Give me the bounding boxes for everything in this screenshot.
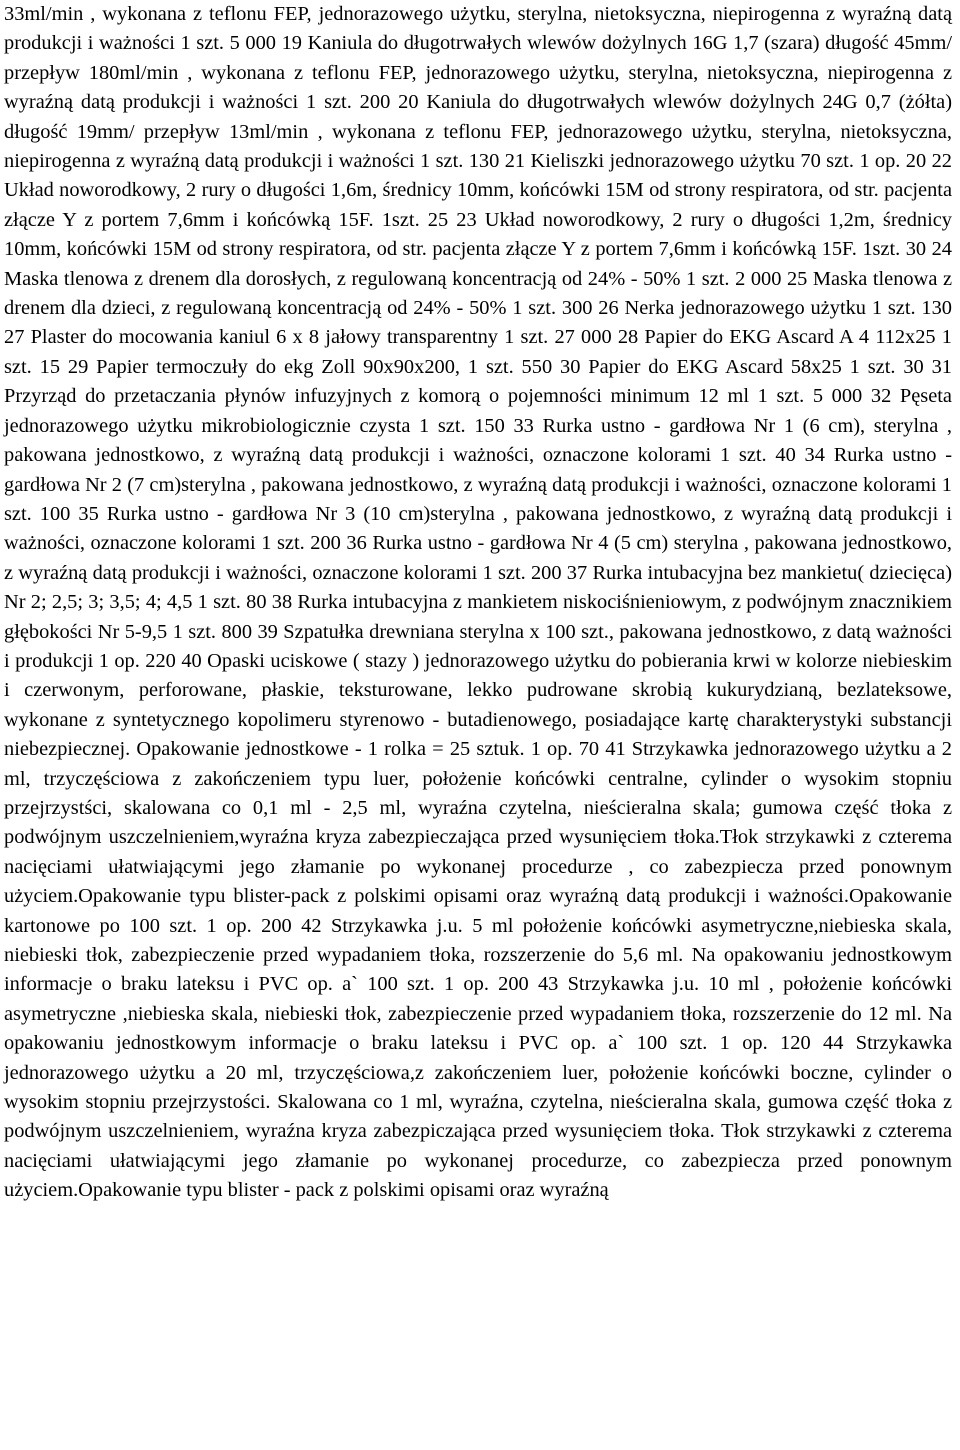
document-body-text: 33ml/min , wykonana z teflonu FEP, jednorazowego użytku, sterylna, nietoksyczna, niepirogenna z wyraźną datą produkcji i ważności 1 szt. 5 000 19 Kaniula do długotrwałych wlewów dożylnych 16G 1,7 (szara) długość 45mm/ przepływ 180ml/min , wykonana z teflonu FEP, jednorazowego użytku, sterylna, nietoksyczna, niepirogenna z wyraźną datą produkcji i ważności 1 szt. 200 20 Kaniula do długotrwałych wlewów dożylnych 24G 0,7 (żółta) długość 19mm/ przepływ 13ml/min , wykonana z teflonu FEP, jednorazowego użytku, sterylna, nietoksyczna, niepirogenna z wyraźną datą produkcji i ważności 1 szt. 130 21 Kieliszki jednorazowego użytku 70 szt. 1 op. 20 22 Układ noworodkowy, 2 rury o długości 1,6m, średnicy 10mm, końcówki 15M od strony respiratora, od str. pacjenta złącze Y z portem 7,6mm i końcówką 15F. 1szt. 25 23 Układ noworodkowy, 2 rury o długości 1,2m, średnicy 10mm, końcówki 15M od strony respiratora, od str. pacjenta złącze Y z portem 7,6mm i końcówką 15F. 1szt. 30 24 Maska tlenowa z drenem dla dorosłych, z regulowaną koncentracją od 24% - 50% 1 szt. 2 000 25 Maska tlenowa z drenem dla dzieci, z regulowaną koncentracją od 24% - 50% 1 szt. 300 26 Nerka jednorazowego użytku 1 szt. 130 27 Plaster do mocowania kaniul 6 x 8 jałowy transparentny 1 szt. 27 000 28 Papier do EKG Ascard A 4 112x25 1 szt. 15 29 Papier termoczuły do ekg Zoll 90x90x200, 1 szt. 550 30 Papier do EKG Ascard 58x25 1 szt. 30 31 Przyrząd do przetaczania płynów infuzyjnych z komorą o pojemności minimum 12 ml 1 szt. 5 000 32 Pęseta jednorazowego użytku mikrobiologicznie czysta 1 szt. 150 33 Rurka ustno - gardłowa Nr 1 (6 cm), sterylna , pakowana jednostkowo, z wyraźną datą produkcji i ważności, oznaczone kolorami 1 szt. 40 34 Rurka ustno - gardłowa Nr 2 (7 cm)sterylna , pakowana jednostkowo, z wyraźną datą produkcji i ważności, oznaczone kolorami 1 szt. 100 35 Rurka ustno - gardłowa Nr 3 (10 cm)sterylna , pakowana jednostkowo, z wyraźną datą produkcji i ważności, oznaczone kolorami 1 szt. 200 36 Rurka ustno - gardłowa Nr 4 (5 cm) sterylna , pakowana jednostkowo, z wyraźną datą produkcji i ważności, oznaczone kolorami 1 szt. 200 37 Rurka intubacyjna bez mankietu( dziecięca) Nr 2; 2,5; 3; 3,5; 4; 4,5 1 szt. 80 38 Rurka intubacyjna z mankietem niskociśnieniowym, z podwójnym znacznikiem głębokości Nr 5-9,5 1 szt. 800 39 Szpatułka drewniana sterylna x 100 szt., pakowana jednostkowo, z datą ważności i produkcji 1 op. 220 40 Opaski uciskowe ( stazy ) jednorazowego użytku do pobierania krwi w kolorze niebieskim i czerwonym, perforowane, płaskie, teksturowane, lekko pudrowane skrobią kukurydzianą, bezlateksowe, wykonane z syntetycznego kopolimeru styrenowo - butadienowego, posiadające kartę charakterystyki substancji niebezpiecznej. Opakowanie jednostkowe - 1 rolka = 25 sztuk. 1 op. 70 41 Strzykawka jednorazowego użytku a 2 ml, trzyczęściowa z zakończeniem typu luer, położenie końcówki centralne, cylinder o wysokim stopniu przejrzystści, skalowana co 0,1 ml - 2,5 ml, wyraźna czytelna, nieścieralna skala; gumowa część tłoka z podwójnym uszczelnieniem,wyraźna kryza zabezpieczająca przed wysunięciem tłoka.Tłok strzykawki z czterema nacięciami ułatwiającymi jego złamanie po wykonanej procedurze , co zabezpiecza przed ponownym użyciem.Opakowanie typu blister-pack z polskimi opisami oraz wyraźną datą produkcji i ważności.Opakowanie kartonowe po 100 szt. 1 op. 200 42 Strzykawka j.u. 5 ml położenie końcówki asymetryczne,niebieska skala, niebieski tłok, zabezpieczenie przed wypadaniem tłoka, rozszerzenie do 5,6 ml. Na opakowaniu jednostkowym informacje o braku lateksu i PVC op. a` 100 szt. 1 op. 200 43 Strzykawka j.u. 10 ml , położenie końcówki asymetryczne ,niebieska skala, niebieski tłok, zabezpieczenie przed wypadaniem tłoka, rozszerzenie do 12 ml. Na opakowaniu jednostkowym informacje o braku lateksu i PVC op. a` 100 szt. 1 op. 120 44 Strzykawka jednorazowego użytku a 20 ml, trzyczęściowa,z zakończeniem luer, położenie końcówki boczne, cylinder o wysokim stopniu przejrzystości. Skalowana co 1 ml, wyraźna, czytelna, nieścieralna skala, gumowa część tłoka z podwójnym uszczelnieniem, wyraźna kryza zabezpiczająca przed wysunięciem tłoka. Tłok strzykawki z czterema nacięciami ułatwiającymi jego złamanie po wykonanej procedurze, co zabezpiecza przed ponownym użyciem.Opakowanie typu blister - pack z polskimi opisami oraz wyraźną (4, 3, 952, 1202)
